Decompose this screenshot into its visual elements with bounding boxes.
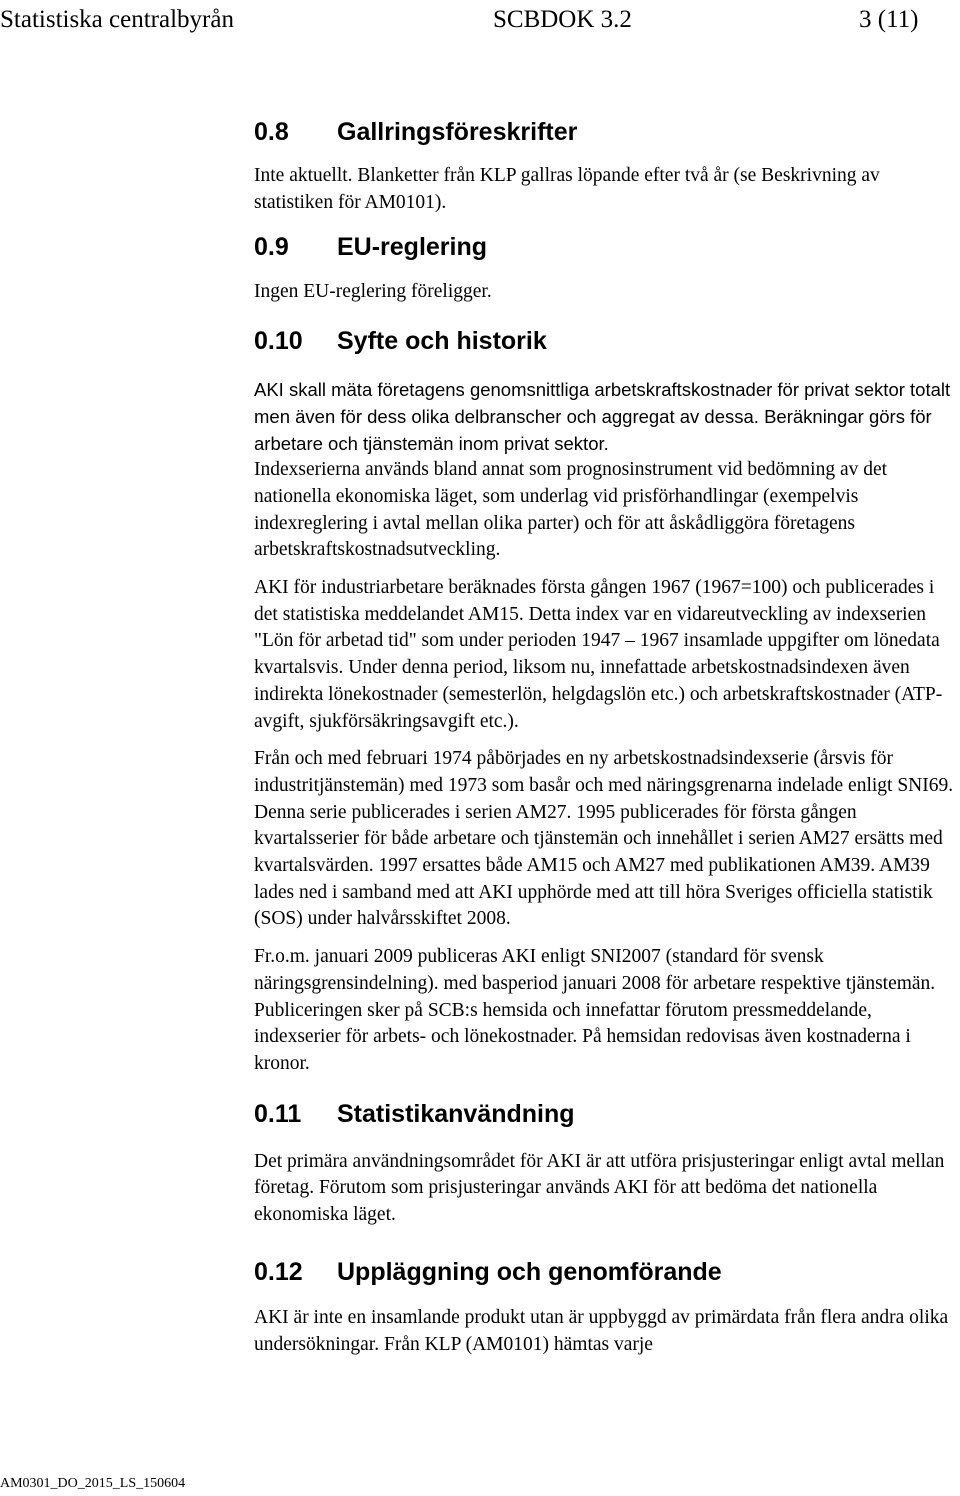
section-title: Uppläggning och genomförande: [337, 1257, 722, 1286]
paragraph: Indexserierna används bland annat som prognosinstrument vid bedömning av det nationella ekonomiska läget, som underlag vid prisförhandlingar (exempelvis indexreglering i avtal mellan olika parter) och för att åskådliggöra företagens arbetskraftskostnadsutveckling.: [254, 459, 888, 561]
paragraph-sans: AKI skall mäta företagens genomsnittliga arbetskraftskostnader för privat sektor totalt men även för dess olika delbranscher och aggregat av dessa. Beräkningar görs för arbetare och tjänstemän inom privat sektor.: [254, 379, 951, 454]
document-body: [254, 112, 954, 1358]
section-title: EU-reglering: [337, 233, 488, 262]
page-header: [0, 0, 960, 40]
section-heading: [254, 112, 954, 152]
section-title: Syfte och historik: [337, 327, 547, 356]
paragraph: Från och med februari 1974 påbörjades en ny arbetskostnadsindexserie (årsvis för industritjänstemän) med 1973 som basår och med näringsgrenarna indelade enligt SNI69. Denna serie publicerades i serien AM27. 1995 publicerades för första gången kvartalsserier för både arbetare och tjänstemän och innehållet i serien AM27 ersätts med kvartalsvärden. 1997 ersattes både AM15 och AM27 med publikationen AM39. AM39 lades ned i samband med att AKI upphörde med att till höra Sveriges officiella statistik (SOS) under halvårsskiftet 2008.: [254, 748, 954, 930]
paragraph: Ingen EU-reglering föreligger.: [254, 281, 492, 303]
organization-name: Statistiska centralbyrån: [0, 6, 234, 33]
section-title: Gallringsföreskrifter: [337, 118, 578, 146]
paragraph: Inte aktuellt. Blanketter från KLP gallras löpande efter två år (se Beskrivning av statistiken för AM0101).: [254, 165, 880, 213]
section-heading: [254, 321, 954, 361]
document-id: SCBDOK 3.2: [493, 6, 632, 33]
section-number: 0.12: [254, 1257, 303, 1286]
page-number: 3 (11): [859, 6, 919, 33]
section-heading: [254, 1252, 954, 1292]
section-number: 0.9: [254, 233, 289, 262]
section-number: 0.10: [254, 327, 303, 356]
section-heading: [254, 1094, 954, 1134]
paragraph: AKI för industriarbetare beräknades första gången 1967 (1967=100) och publicerades i det statistiska meddelandet AM15. Detta index var en vidareutveckling av indexserien "Lön för arbetad tid" som under perioden 1947 – 1967 insamlade uppgifter om lönedata kvartalsvis. Under denna period, liksom nu, innefattade arbetskostnadsindexen även indirekta lönekostnader (semesterlön, helgdagslön etc.) och arbetskraftskostnader (ATP-avgift, sjukförsäkringsavgift etc.).: [254, 577, 943, 732]
paragraph: Fr.o.m. januari 2009 publiceras AKI enligt SNI2007 (standard för svensk näringsgrensindelning). med basperiod januari 2008 för arbetare respektive tjänstemän. Publiceringen sker på SCB:s hemsida och innefattar förutom pressmeddelande, indexserier för arbets- och lönekostnader. På hemsidan redovisas även kostnaderna i kronor.: [254, 946, 936, 1074]
document-code: AM0301_DO_2015_LS_150604: [0, 1476, 186, 1491]
section-title: Statistikanvändning: [337, 1099, 575, 1128]
paragraph: AKI är inte en insamlande produkt utan är uppbyggd av primärdata från flera andra olika undersökningar. Från KLP (AM0101) hämtas varje: [254, 1306, 949, 1355]
section-number: 0.8: [254, 118, 289, 146]
paragraph: Det primära användningsområdet för AKI är att utföra prisjusteringar enligt avtal mellan företag. Förutom som prisjusteringar används AKI för att bedöma det nationella ekonomiska läget.: [254, 1150, 945, 1226]
page-footer: [0, 1474, 185, 1494]
section-heading: [254, 227, 954, 267]
section-number: 0.11: [254, 1099, 302, 1128]
